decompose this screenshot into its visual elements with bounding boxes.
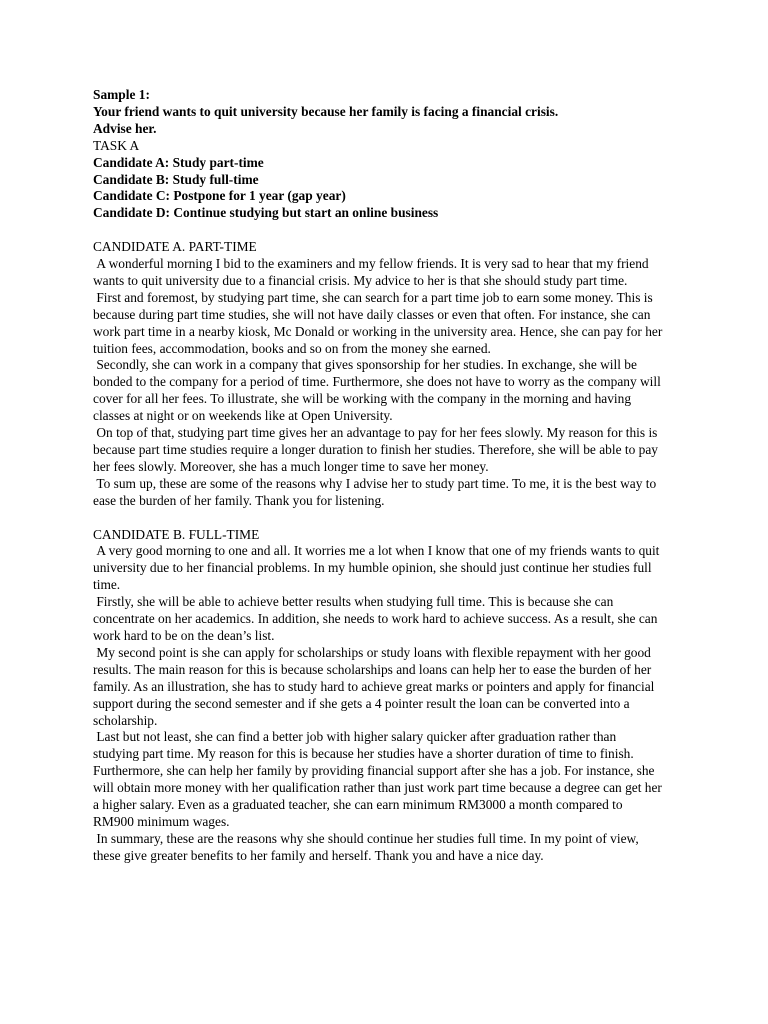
paragraph: First and foremost, by studying part time, she can search for a part time job to earn some money. This is because during part time studies, she will not have daily classes or even that often. For instance, she can work part time in a nearby kiosk, Mc Donald or working in the university area. Hence, she can pay for her tuition fees, accommodation, books and so on from the money she earned. xyxy=(93,289,663,356)
paragraph: Secondly, she can work in a company that gives sponsorship for her studies. In exchange, she will be bonded to the company for a period of time. Furthermore, she does not have to worry as the company will cover for all her fees. To illustrate, she will be working with the company in the morning and having classes at night or on weekends like at Open University. xyxy=(93,357,661,424)
section-title: CANDIDATE B. FULL-TIME xyxy=(93,526,260,542)
paragraph: To sum up, these are some of the reasons why I advise her to study part time. To me, it is the best way to ease the burden of her family. Thank you for listening. xyxy=(93,475,657,508)
paragraph: On top of that, studying part time gives her an advantage to pay for her fees slowly. My reason for this is because part time studies require a longer duration to finish her studies. Therefore, she will be able to pay her fees slowly. Moreover, she has a much longer time to save her money. xyxy=(93,425,658,474)
candidate-b-option: Candidate B: Study full-time xyxy=(93,171,259,187)
sample-label: Sample 1: xyxy=(93,87,150,102)
section-candidate-a xyxy=(93,239,663,510)
question-line-2: Advise her. xyxy=(93,120,157,136)
paragraph: Last but not least, she can find a better job with higher salary quicker after graduation rather than studying part time. My reason for this is because her studies have a shorter duration of time to finish. Furthermore, she can help her family by providing financial support after she has a job. For instance, she will obtain more money with her qualification rather than just work part time because a degree can get her a higher salary. Even as a graduated teacher, she can earn minimum RM3000 a month compared to RM900 minimum wages. xyxy=(93,729,662,829)
paragraph: A wonderful morning I bid to the examiners and my fellow friends. It is very sad to hear that my friend wants to quit university due to a financial crisis. My advice to her is that she should study part time. xyxy=(93,256,649,288)
paragraph: Firstly, she will be able to achieve better results when studying full time. This is because she can concentrate on her academics. In addition, she needs to work hard to achieve success. As a result, she can work hard to be on the dean’s list. xyxy=(93,594,658,643)
section-title: CANDIDATE A. PART-TIME xyxy=(93,239,257,255)
candidate-c-option: Candidate C: Postpone for 1 year (gap year) xyxy=(93,188,346,204)
paragraph: In summary, these are the reasons why she should continue her studies full time. In my point of view, these give greater benefits to her family and herself. Thank you and have a nice day. xyxy=(93,830,639,863)
document-header xyxy=(93,87,663,222)
document-page xyxy=(93,87,663,865)
question-line-1: Your friend wants to quit university because her family is facing a financial crisis. xyxy=(93,103,559,119)
paragraph: A very good morning to one and all. It worries me a lot when I know that one of my friends wants to quit university due to her financial problems. In my humble opinion, she should just continue her studies full time. xyxy=(93,543,660,593)
candidate-a-option: Candidate A: Study part-time xyxy=(93,154,264,170)
task-label: TASK A xyxy=(93,137,140,153)
candidate-d-option: Candidate D: Continue studying but start an online business xyxy=(93,205,439,221)
section-candidate-b xyxy=(93,527,663,865)
paragraph: My second point is she can apply for scholarships or study loans with flexible repayment with her good results. The main reason for this is because scholarships and loans can help her to ease the burden of her family. As an illustration, she has to study hard to achieve great marks or pointers and apply for financial support during the second semester and if she gets a 4 pointer result the loan can be converted into a scholarship. xyxy=(93,644,655,728)
